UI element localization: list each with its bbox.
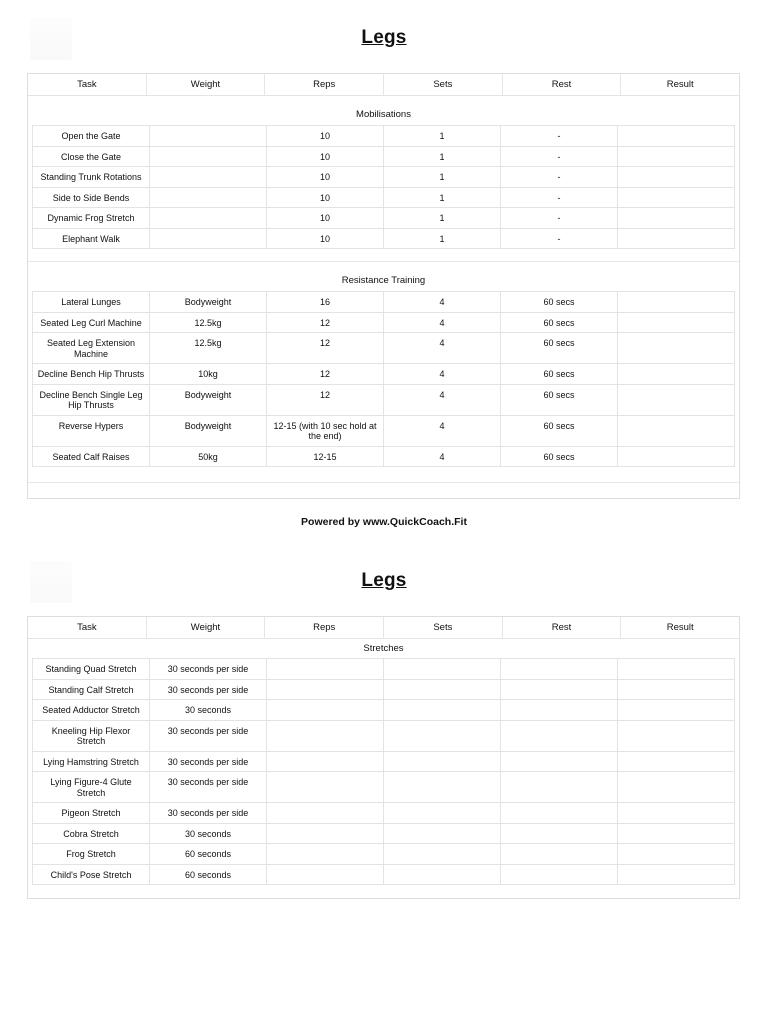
cell-sets: 4	[384, 415, 501, 446]
cell-sets: 1	[384, 167, 501, 188]
cell-task: Seated Leg Curl Machine	[33, 312, 150, 333]
cell-reps: 12	[267, 384, 384, 415]
cell-result	[618, 208, 735, 229]
cell-rest: 60 secs	[501, 446, 618, 467]
cell-task: Lying Hamstring Stretch	[33, 751, 150, 772]
cell-reps	[267, 700, 384, 721]
table-row	[33, 228, 735, 249]
cell-reps: 12-15 (with 10 sec hold at the end)	[267, 415, 384, 446]
cell-sets: 1	[384, 126, 501, 147]
cell-reps: 12	[267, 364, 384, 385]
cell-task: Dynamic Frog Stretch	[33, 208, 150, 229]
cell-weight	[150, 126, 267, 147]
cell-rest	[501, 659, 618, 680]
cell-weight: Bodyweight	[150, 415, 267, 446]
cell-sets	[384, 751, 501, 772]
cell-result	[618, 446, 735, 467]
cell-reps	[267, 659, 384, 680]
workout-table	[27, 73, 740, 499]
cell-sets: 4	[384, 292, 501, 313]
cell-rest: 60 secs	[501, 292, 618, 313]
cell-reps: 10	[267, 167, 384, 188]
cell-reps: 10	[267, 228, 384, 249]
header-sets: Sets	[384, 617, 503, 638]
cell-weight: 30 seconds per side	[150, 751, 267, 772]
table-row	[33, 720, 735, 751]
cell-result	[618, 772, 735, 803]
table-row	[33, 415, 735, 446]
cell-weight: 12.5kg	[150, 312, 267, 333]
cell-sets: 1	[384, 228, 501, 249]
cell-reps: 12	[267, 312, 384, 333]
exercise-table	[32, 658, 735, 885]
cell-reps	[267, 772, 384, 803]
header-result: Result	[666, 79, 694, 90]
cell-reps: 10	[267, 208, 384, 229]
cell-rest	[501, 803, 618, 824]
cell-result	[618, 146, 735, 167]
cell-reps: 10	[267, 187, 384, 208]
table-row	[33, 700, 735, 721]
cell-reps	[267, 844, 384, 865]
cell-rest	[501, 844, 618, 865]
cell-sets	[384, 844, 501, 865]
cell-rest	[501, 700, 618, 721]
cell-rest: -	[501, 187, 618, 208]
cell-rest	[501, 720, 618, 751]
cell-result	[618, 228, 735, 249]
cell-weight: 50kg	[150, 446, 267, 467]
cell-rest: 60 secs	[501, 333, 618, 364]
table-row	[33, 333, 735, 364]
cell-task: Lateral Lunges	[33, 292, 150, 313]
table-row	[33, 844, 735, 865]
header-result: Result	[666, 622, 694, 633]
cell-task: Standing Trunk Rotations	[33, 167, 150, 188]
cell-rest: -	[501, 167, 618, 188]
cell-weight: 30 seconds	[150, 700, 267, 721]
cell-sets	[384, 659, 501, 680]
cell-sets	[384, 823, 501, 844]
cell-reps: 16	[267, 292, 384, 313]
cell-rest: 60 secs	[501, 384, 618, 415]
cell-result	[618, 187, 735, 208]
table-row	[33, 187, 735, 208]
cell-task: Open the Gate	[33, 126, 150, 147]
header-rest: Rest	[503, 617, 622, 638]
cell-result	[618, 384, 735, 415]
cell-task: Decline Bench Hip Thrusts	[33, 364, 150, 385]
section-title: Stretches	[363, 643, 404, 654]
cell-task: Seated Calf Raises	[33, 446, 150, 467]
cell-task: Standing Calf Stretch	[33, 679, 150, 700]
table-row	[33, 167, 735, 188]
cell-weight: 30 seconds per side	[150, 803, 267, 824]
cell-weight: 30 seconds	[150, 823, 267, 844]
header-weight: Weight	[147, 617, 266, 638]
cell-result	[618, 167, 735, 188]
cell-task: Elephant Walk	[33, 228, 150, 249]
cell-result	[618, 292, 735, 313]
cell-weight	[150, 146, 267, 167]
cell-weight: Bodyweight	[150, 292, 267, 313]
cell-task: Seated Leg Extension Machine	[33, 333, 150, 364]
cell-sets: 4	[384, 384, 501, 415]
cell-rest: -	[501, 126, 618, 147]
cell-result	[618, 700, 735, 721]
cell-weight: 30 seconds per side	[150, 772, 267, 803]
table-row	[33, 384, 735, 415]
cell-rest	[501, 751, 618, 772]
cell-task: Frog Stretch	[33, 844, 150, 865]
cell-reps	[267, 803, 384, 824]
cell-rest	[501, 772, 618, 803]
cell-rest	[501, 679, 618, 700]
cell-weight	[150, 208, 267, 229]
cell-reps: 12	[267, 333, 384, 364]
cell-weight: 60 seconds	[150, 864, 267, 885]
cell-task: Side to Side Bends	[33, 187, 150, 208]
table-row	[33, 751, 735, 772]
cell-weight: 30 seconds per side	[150, 679, 267, 700]
cell-sets	[384, 700, 501, 721]
cell-sets: 4	[384, 446, 501, 467]
cell-reps	[267, 751, 384, 772]
cell-task: Seated Adductor Stretch	[33, 700, 150, 721]
cell-result	[618, 864, 735, 885]
cell-rest: -	[501, 228, 618, 249]
header-task: Task	[28, 74, 147, 95]
cell-weight: 60 seconds	[150, 844, 267, 865]
table-row	[33, 146, 735, 167]
cell-sets	[384, 772, 501, 803]
cell-result	[618, 415, 735, 446]
cell-result	[618, 126, 735, 147]
table-row	[33, 823, 735, 844]
cell-weight	[150, 167, 267, 188]
cell-weight: 30 seconds per side	[150, 720, 267, 751]
cell-task: Standing Quad Stretch	[33, 659, 150, 680]
cell-sets	[384, 803, 501, 824]
cell-task: Lying Figure-4 Glute Stretch	[33, 772, 150, 803]
exercise-table	[32, 125, 735, 249]
cell-reps: 12-15	[267, 446, 384, 467]
page-title: Legs	[361, 27, 407, 48]
table-header	[28, 617, 739, 639]
cell-sets	[384, 864, 501, 885]
header-reps: Reps	[265, 617, 384, 638]
cell-reps: 10	[267, 126, 384, 147]
table-row	[33, 312, 735, 333]
section-title: Resistance Training	[341, 275, 426, 286]
cell-weight: Bodyweight	[150, 384, 267, 415]
cell-result	[618, 679, 735, 700]
section-title: Mobilisations	[356, 109, 411, 120]
cell-reps	[267, 679, 384, 700]
cell-sets	[384, 720, 501, 751]
cell-result	[618, 803, 735, 824]
cell-rest: 60 secs	[501, 364, 618, 385]
table-row	[33, 446, 735, 467]
cell-result	[618, 312, 735, 333]
cell-sets	[384, 679, 501, 700]
cell-weight	[150, 228, 267, 249]
table-row	[33, 208, 735, 229]
header-reps: Reps	[265, 74, 384, 95]
cell-task: Pigeon Stretch	[33, 803, 150, 824]
cell-result	[618, 720, 735, 751]
table-row	[33, 126, 735, 147]
cell-reps	[267, 864, 384, 885]
cell-sets: 1	[384, 187, 501, 208]
footer-powered-by: Powered by www.QuickCoach.Fit	[301, 516, 467, 528]
cell-rest: -	[501, 208, 618, 229]
table-row	[33, 772, 735, 803]
cell-result	[618, 659, 735, 680]
table-row	[33, 803, 735, 824]
exercise-table	[32, 291, 735, 467]
cell-sets: 4	[384, 364, 501, 385]
table-row	[33, 864, 735, 885]
cell-task: Kneeling Hip Flexor Stretch	[33, 720, 150, 751]
cell-task: Child's Pose Stretch	[33, 864, 150, 885]
table-row	[33, 364, 735, 385]
cell-rest: -	[501, 146, 618, 167]
cell-task: Cobra Stretch	[33, 823, 150, 844]
cell-rest: 60 secs	[501, 312, 618, 333]
header-task: Task	[28, 617, 147, 638]
cell-rest: 60 secs	[501, 415, 618, 446]
cell-sets: 1	[384, 146, 501, 167]
cell-reps: 10	[267, 146, 384, 167]
cell-sets: 1	[384, 208, 501, 229]
cell-weight: 10kg	[150, 364, 267, 385]
cell-task: Close the Gate	[33, 146, 150, 167]
cell-result	[618, 751, 735, 772]
header-weight: Weight	[147, 74, 266, 95]
cell-result	[618, 844, 735, 865]
cell-task: Reverse Hypers	[33, 415, 150, 446]
header-rest: Rest	[503, 74, 622, 95]
cell-reps	[267, 823, 384, 844]
cell-sets: 4	[384, 312, 501, 333]
cell-task: Decline Bench Single Leg Hip Thrusts	[33, 384, 150, 415]
header-sets: Sets	[384, 74, 503, 95]
cell-weight: 30 seconds per side	[150, 659, 267, 680]
cell-result	[618, 333, 735, 364]
workout-table	[27, 616, 740, 899]
cell-weight: 12.5kg	[150, 333, 267, 364]
cell-rest	[501, 864, 618, 885]
table-row	[33, 679, 735, 700]
table-header	[28, 74, 739, 96]
table-row	[33, 292, 735, 313]
table-row	[33, 659, 735, 680]
cell-weight	[150, 187, 267, 208]
cell-result	[618, 823, 735, 844]
cell-rest	[501, 823, 618, 844]
cell-result	[618, 364, 735, 385]
page-title: Legs	[361, 570, 407, 591]
cell-reps	[267, 720, 384, 751]
cell-sets: 4	[384, 333, 501, 364]
